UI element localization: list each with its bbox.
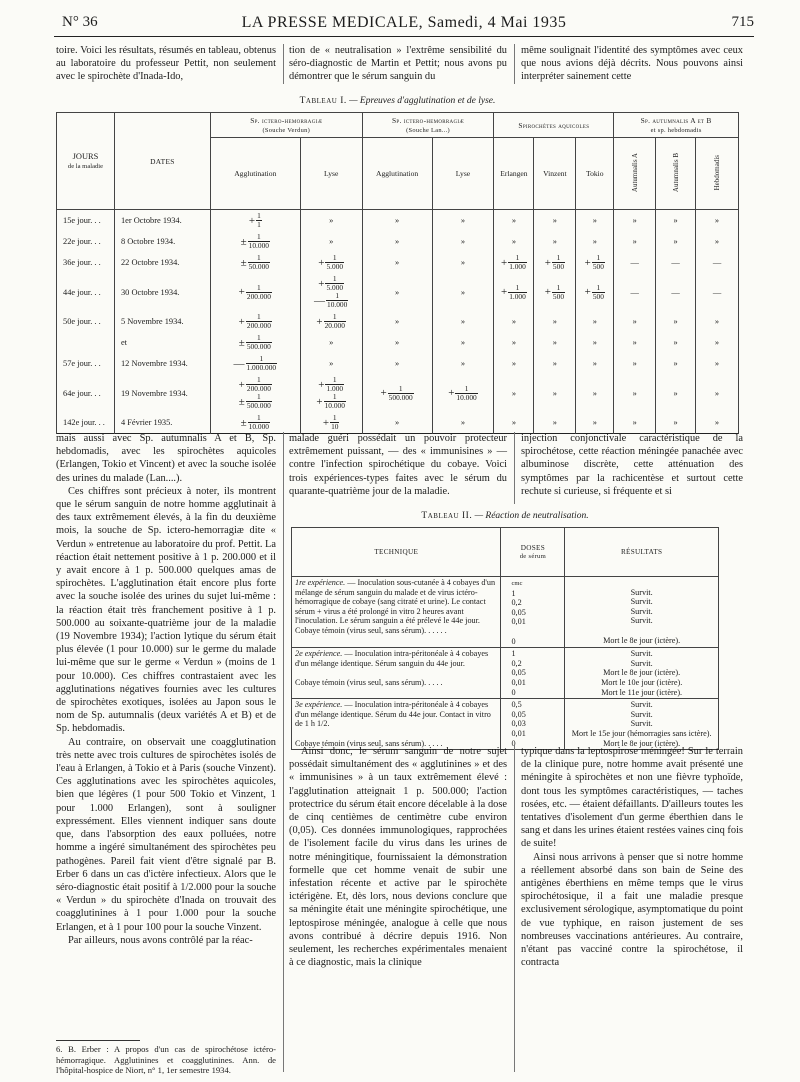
cell-day: 64e jour. . . xyxy=(57,374,115,412)
cell-vinzent: » xyxy=(534,311,576,332)
cell-date: 19 Novembre 1934. xyxy=(114,374,210,412)
cell-agglutination-verdun: + $\frac{1}{1}$ xyxy=(210,210,300,232)
cell-lyse-verdun: » xyxy=(300,231,362,252)
header-group-aquicoles: Spirochètes aquicoles xyxy=(494,113,614,138)
header-agglutination: Agglutination xyxy=(210,138,300,210)
cell-date: 8 Octobre 1934. xyxy=(114,231,210,252)
table-row xyxy=(57,231,739,252)
column-rule xyxy=(283,432,284,1072)
cell-agglutination-verdun: + $\frac{1}{200.000}$ ± $\frac{1}{500.000}$ xyxy=(210,374,300,412)
cell-vinzent: » xyxy=(534,353,576,374)
cell-agglutination-lan: » xyxy=(362,273,432,311)
experiment-2-doses: 1 0,2 0,05 0,01 0 xyxy=(501,648,565,699)
column-1 xyxy=(56,432,276,947)
cell-erlangen: » xyxy=(494,231,534,252)
experiment-1-doses: cmc 1 0,2 0,05 0,01 0 xyxy=(501,577,565,648)
cell-lyse-verdun: + $\frac{1}{5.000}$ xyxy=(300,252,362,273)
top-col1-text: toire. Voici les résultats, résumés en tableau, obtenus au laboratoire du professeur Pettit, non seulement avec le spirochète d'Inada-Ido, xyxy=(56,45,276,83)
table2-caption-label: Tableau II. xyxy=(421,511,473,521)
cell-date: 4 Février 1935. xyxy=(114,412,210,434)
cell-erlangen: + $\frac{1}{1.000}$ xyxy=(494,273,534,311)
cell-lyse-lan: » xyxy=(432,252,494,273)
journal-title: LA PRESSE MEDICALE, Samedi, 4 Mai 1935 xyxy=(241,14,567,31)
cell-hebdomadis: » xyxy=(696,210,739,232)
cell-agglutination-verdun: + $\frac{1}{200.000}$ xyxy=(210,273,300,311)
cell-agglutination-verdun: ± $\frac{1}{10.000}$ xyxy=(210,412,300,434)
cell-hebdomadis: » xyxy=(696,311,739,332)
table1-caption xyxy=(56,96,739,106)
cell-autumnalis-b: » xyxy=(656,210,696,232)
cell-agglutination-lan: » xyxy=(362,231,432,252)
cell-lyse-verdun: + $\frac{1}{5.000}$ — $\frac{1}{10.000}$ xyxy=(300,273,362,311)
experiment-2-technique: 2e expérience. — Inoculation intra-péritonéale à 4 cobayes d'un mélange identique. Sérum sanguin du 44e jour. Cobaye témoin (virus seul, sans sérum). . . . . xyxy=(292,648,501,699)
top-col1 xyxy=(56,44,276,84)
cell-vinzent: » xyxy=(534,412,576,434)
cell-agglutination-lan: + $\frac{1}{500.000}$ xyxy=(362,374,432,412)
table-row xyxy=(57,412,739,434)
cell-lyse-verdun: + $\frac{1}{10}$ xyxy=(300,412,362,434)
cell-vinzent: + $\frac{1}{500}$ xyxy=(534,273,576,311)
cell-autumnalis-a: » xyxy=(614,412,656,434)
cell-lyse-verdun: » xyxy=(300,210,362,232)
cell-day xyxy=(57,332,115,353)
cell-vinzent: » xyxy=(534,210,576,232)
cell-hebdomadis: — xyxy=(696,252,739,273)
cell-lyse-lan: » xyxy=(432,332,494,353)
cell-hebdomadis: — xyxy=(696,273,739,311)
header-days: JOURS de la maladie xyxy=(57,113,115,210)
paragraph: Ainsi donc, le sérum sanguin de notre sujet possédait simultanément des « agglutinines » et des « immunisines » à un taux extrêmement élevé : l'agglutination atteignait 1 p. 500.000; l'action protectrice du sérum était encore décelable à la dose de cinq centièmes de centimètre cube environ (0,05). Ces données immunologiques, rapprochées de l'isolement facile du virus dans les urines de notre méningitique, fournissaient la démonstration formelle que cet homme venait de subir une infestation récente et active par le spirochète ictérigène. Et, dès lors, nous devions conclure que sa méningite était une méningite spirochétique, une leptospirose méningée, analogue à celle que nous avons contribué à décrire depuis 1916. Non seulement, les recherches expérimentales menaient à ce diagnostic, mais la clinique xyxy=(289,746,507,969)
cell-hebdomadis: » xyxy=(696,353,739,374)
cell-autumnalis-a: » xyxy=(614,353,656,374)
cell-date: 12 Novembre 1934. xyxy=(114,353,210,374)
footnote-text: 6. B. Erber : A propos d'un cas de spirochétose ictéro-hémorragique. Agglutinines et coagglutinines. Ann. de l'hôpital-hospice de Niort, n° 1, 1er semestre 1934. xyxy=(56,1044,276,1076)
cell-tokio: + $\frac{1}{500}$ xyxy=(576,252,614,273)
table1-caption-text: — Epreuves d'agglutination et de lyse. xyxy=(349,96,496,106)
cell-hebdomadis: » xyxy=(696,412,739,434)
column-2-bottom xyxy=(289,745,507,969)
table2-caption-text: — Réaction de neutralisation. xyxy=(474,511,589,521)
cell-autumnalis-a: — xyxy=(614,273,656,311)
cell-erlangen: » xyxy=(494,374,534,412)
table-row xyxy=(57,311,739,332)
cell-day: 142e jour. . . xyxy=(57,412,115,434)
cell-autumnalis-b: » xyxy=(656,412,696,434)
cell-autumnalis-a: » xyxy=(614,210,656,232)
header-tokio: Tokio xyxy=(576,138,614,210)
cell-date: 30 Octobre 1934. xyxy=(114,273,210,311)
cell-autumnalis-a: » xyxy=(614,311,656,332)
cell-agglutination-lan: » xyxy=(362,332,432,353)
header-erlangen: Erlangen xyxy=(494,138,534,210)
cell-day: 22e jour. . . xyxy=(57,231,115,252)
header-technique: TECHNIQUE xyxy=(292,528,501,577)
running-header xyxy=(54,12,754,37)
cell-autumnalis-b: » xyxy=(656,231,696,252)
header-vinzent: Vinzent xyxy=(534,138,576,210)
paragraph: Ces chiffres sont précieux à noter, ils montrent que le sérum sanguin de notre homme agglutinait à des taux extrêmement élevés, à la fin du deuxième mois, la souche de Sp. ictero-hemorragiæ dite « Verdun » entretenue au laboratoire du prof. Pettit. La réaction était nettement positive à 1 p. 200.000 et il y avait encore à 1 p. 500.000 quelques amas de spirochètes. L'agglutination était encore plus forte avec la souche isolée des urines du sujet lui-même : la réaction était très franchement positive à 1 p. 500.000 au soixante-quatrième jour de la maladie (19 Novembre 1934); l'action lytique du sérum était plus élevée (1 pour 10.000) sur le germe du malade lui-même que sur le germe « Verdun » (moins de 1 pour 10.000). Ces chiffres contrastaient avec les agglutinations négatives fournies avec les cultures de spirochètes exotiques, isolées au Japon sous le nom de Sp. autumnalis (deux variétés A et B) et de Sp. hebdomadis. xyxy=(56,485,276,735)
cell-lyse-lan: » xyxy=(432,210,494,232)
cell-agglutination-lan: » xyxy=(362,311,432,332)
cell-hebdomadis: » xyxy=(696,374,739,412)
cell-lyse-lan: » xyxy=(432,311,494,332)
cell-lyse-verdun: + $\frac{1}{1.000}$ + $\frac{1}{10.000}$ xyxy=(300,374,362,412)
paragraph: typique dans la leptospirose méningée! Sur le terrain de la clinique pure, notre homme avait présenté une méningite à spirochètes et non une fièvre typhoïde, dont tous les symptômes caractéristiques, — taches rosées, etc. — étaient défaillants. D'ailleurs toutes les tentatives d'isolement d'un germe éberthien dans le sang et dans les urines étaient restées vaines cinq fois de suite! xyxy=(521,746,743,850)
experiment-1-technique: 1re expérience. — Inoculation sous-cutanée à 4 cobayes d'un mélange de sérum sanguin du malade et de virus ictéro-hémorragique de cobaye (sang citraté et urine). Le contact sérum + virus a été prolongé in vitro 2 heures avant l'inoculation. Le sérum sanguin a été prélevé le 44e jour. Cobaye témoin (virus seul, sans sérum). . . . . . xyxy=(292,577,501,648)
header-doses: DOSES de sérum xyxy=(501,528,565,577)
header-autumnalis-b: Autumnalis B xyxy=(656,138,696,210)
cell-agglutination-verdun: + $\frac{1}{200.000}$ xyxy=(210,311,300,332)
footnote-rule xyxy=(56,1040,140,1041)
cell-erlangen: + $\frac{1}{1.000}$ xyxy=(494,252,534,273)
footnote xyxy=(56,1044,276,1076)
cell-agglutination-lan: » xyxy=(362,412,432,434)
issue-number: N° 36 xyxy=(62,14,98,30)
header-lyse: Lyse xyxy=(300,138,362,210)
table1-body xyxy=(57,210,739,434)
cell-lyse-lan: » xyxy=(432,412,494,434)
cell-day: 50e jour. . . xyxy=(57,311,115,332)
cell-autumnalis-a: » xyxy=(614,332,656,353)
cell-date: 22 Octobre 1934. xyxy=(114,252,210,273)
cell-day: 44e jour. . . xyxy=(57,273,115,311)
paragraph: Ainsi nous arrivons à penser que si notre homme a réellement absorbé dans son bain de Seine des antigènes éberthiens en même temps que le virus spirochétosique, il a fait une maladie presque exclusivement sérologique, asymptomatique du point de vue typhique, en raison justement de ses nombreuses vaccinations antérieures. Au contraire, n'étant pas vacciné contre la spirochétose, il contracta xyxy=(521,851,743,969)
cell-hebdomadis: » xyxy=(696,332,739,353)
cell-agglutination-verdun: — $\frac{1}{1.000.000}$ xyxy=(210,353,300,374)
cell-date: et xyxy=(114,332,210,353)
experiment-1-row xyxy=(292,577,719,648)
table2-caption xyxy=(291,511,719,521)
header-dates: DATES xyxy=(114,113,210,210)
cell-lyse-lan: » xyxy=(432,273,494,311)
table-row xyxy=(57,210,739,232)
cell-tokio: » xyxy=(576,210,614,232)
column-3-bottom xyxy=(521,745,743,969)
cell-vinzent: » xyxy=(534,332,576,353)
header-agglutination: Agglutination xyxy=(362,138,432,210)
cell-tokio: » xyxy=(576,412,614,434)
cell-day: 57e jour. . . xyxy=(57,353,115,374)
table-row xyxy=(57,374,739,412)
cell-vinzent: + $\frac{1}{500}$ xyxy=(534,252,576,273)
cell-lyse-verdun: » xyxy=(300,353,362,374)
top-col2 xyxy=(289,44,507,84)
cell-autumnalis-b: » xyxy=(656,311,696,332)
cell-tokio: » xyxy=(576,231,614,252)
column-rule xyxy=(514,432,515,504)
cell-tokio: » xyxy=(576,332,614,353)
cell-agglutination-lan: » xyxy=(362,210,432,232)
experiment-2-results: Survit. Survit. Mort le 8e jour (ictère). Mort le 10e jour (ictère). Mort le 11e jour (ictère). xyxy=(565,648,719,699)
table-row xyxy=(57,353,739,374)
table-row xyxy=(57,273,739,311)
column-3-top xyxy=(521,432,743,498)
table-row xyxy=(57,332,739,353)
experiment-3-technique: 3e expérience. — Inoculation intra-péritonéale à 4 cobayes d'un mélange identique. Sérum du 44e jour. Contact in vitro de 1 h 1/2. Cobaye témoin (virus seul, sans sérum). . . . . xyxy=(292,699,501,750)
cell-date: 1er Octobre 1934. xyxy=(114,210,210,232)
cell-lyse-lan: » xyxy=(432,353,494,374)
paragraph: injection conjonctivale caractéristique de la spirochétose, cette réaction méningée panachée avec albuminose discrète, cette atténuation des symptômes par la rachicentèse et surtout cette rechute si curieuse, si fréquente et si xyxy=(521,433,743,497)
cell-lyse-lan: + $\frac{1}{10.000}$ xyxy=(432,374,494,412)
page-number: 715 xyxy=(731,14,754,30)
cell-autumnalis-b: » xyxy=(656,353,696,374)
column-2-top xyxy=(289,432,507,498)
cell-autumnalis-a: » xyxy=(614,231,656,252)
cell-tokio: » xyxy=(576,374,614,412)
top-col2-text: tion de « neutralisation » l'extrême sensibilité du séro-diagnostic de Martin et Pettit; nous avons pu démontrer que le sérum sanguin du xyxy=(289,45,507,83)
header-group-autumnalis: Sp. autumnalis A et B et sp. hebdomadis xyxy=(614,113,739,138)
cell-agglutination-verdun: ± $\frac{1}{50.000}$ xyxy=(210,252,300,273)
header-hebdomadis: Hebdomadis xyxy=(696,138,739,210)
cell-erlangen: » xyxy=(494,332,534,353)
cell-vinzent: » xyxy=(534,374,576,412)
cell-tokio: » xyxy=(576,311,614,332)
top-col3-text: même soulignait l'identité des symptômes avec ceux que nous avions déjà décrits. Nous pouvons ainsi interpréter sainement cette xyxy=(521,45,743,83)
cell-agglutination-verdun: ± $\frac{1}{500.000}$ xyxy=(210,332,300,353)
paragraph: malade guéri possédait un pouvoir protecteur extrêmement puissant, — des « immunisines » — contre l'infection spirochétique du cobaye. Voici trois expériences-types faites avec le sérum du quarante-quatrième jour de la maladie. xyxy=(289,433,507,497)
header-results: RÉSULTATS xyxy=(565,528,719,577)
header-group-lan: Sp. ictero-hemorragiæ (Souche Lan...) xyxy=(362,113,494,138)
paragraph: mais aussi avec Sp. autumnalis A et B, Sp. hebdomadis, avec les spirochètes aquicoles (Erlangen, Tokio et Vincent) et avec la souche isolée des urines du malade (Lan....). xyxy=(56,433,276,484)
cell-lyse-verdun: » xyxy=(300,332,362,353)
cell-erlangen: » xyxy=(494,353,534,374)
cell-day: 15e jour. . . xyxy=(57,210,115,232)
column-rule xyxy=(514,745,515,1072)
cell-tokio: + $\frac{1}{500}$ xyxy=(576,273,614,311)
paragraph: Par ailleurs, nous avons contrôlé par la réac- xyxy=(68,934,253,946)
column-rule xyxy=(514,44,515,84)
cell-lyse-verdun: + $\frac{1}{20.000}$ xyxy=(300,311,362,332)
cell-agglutination-lan: » xyxy=(362,353,432,374)
column-rule xyxy=(283,44,284,84)
cell-date: 5 Novembre 1934. xyxy=(114,311,210,332)
header-group-verdun: Sp. ictero-hemorragiæ (Souche Verdun) xyxy=(210,113,362,138)
table1-caption-label: Tableau I. xyxy=(299,96,347,106)
cell-erlangen: » xyxy=(494,412,534,434)
table-row xyxy=(57,252,739,273)
cell-erlangen: » xyxy=(494,311,534,332)
top-col3 xyxy=(521,44,743,84)
cell-agglutination-lan: » xyxy=(362,252,432,273)
experiment-2-row xyxy=(292,648,719,699)
experiment-3-row xyxy=(292,699,719,750)
agglutination-lysis-table xyxy=(56,112,739,434)
cell-autumnalis-a: » xyxy=(614,374,656,412)
cell-erlangen: » xyxy=(494,210,534,232)
header-autumnalis-a: Autumnalis A xyxy=(614,138,656,210)
experiment-1-results: Survit. Survit. Survit. Survit. Mort le 8e jour (ictère). xyxy=(565,577,719,648)
cell-autumnalis-b: — xyxy=(656,252,696,273)
cell-autumnalis-b: » xyxy=(656,332,696,353)
cell-agglutination-verdun: ± $\frac{1}{10.000}$ xyxy=(210,231,300,252)
cell-hebdomadis: » xyxy=(696,231,739,252)
header-lyse: Lyse xyxy=(432,138,494,210)
cell-tokio: » xyxy=(576,353,614,374)
cell-vinzent: » xyxy=(534,231,576,252)
cell-autumnalis-b: — xyxy=(656,273,696,311)
paragraph: Au contraire, on observait une coagglutination très nette avec trois cultures de spirochètes isolés de l'eau à Erlangen, à Tokio et à Paris (souche Vinzent). Ces agglutinations avec les spirochètes aquicoles, bien que légères (1 pour 500 Tokio et Vinzent, 1 pour 1.000 Erlangen), sont à souligner expressément. Elles viennent indiquer sans doute que, dans l'absorption des eaux polluées, notre homme a ingéré simultanément des spirochètes peu pathogènes. Pareil fait vient d'être signalé par B. Erber 6 dans un cas d'ictère infectieux. Alors que le séro-diagnostic était positif à 1/2.000 pour la souche « Verdun » du spirochète d'Inada on trouvait des coagglutinines à 1 pour 1.000 pour la souche Erlangen, et à 1 pour 100 pour la souche Vinzent. xyxy=(56,736,276,933)
cell-autumnalis-a: — xyxy=(614,252,656,273)
experiment-3-doses: 0,5 0,05 0,03 0,01 0 xyxy=(501,699,565,750)
cell-day: 36e jour. . . xyxy=(57,252,115,273)
experiment-3-results: Survit. Survit. Survit. Mort le 15e jour (hémorragies sans ictère). Mort le 8e jour (ictère). xyxy=(565,699,719,750)
cell-autumnalis-b: » xyxy=(656,374,696,412)
cell-lyse-lan: » xyxy=(432,231,494,252)
neutralisation-table xyxy=(291,527,719,750)
